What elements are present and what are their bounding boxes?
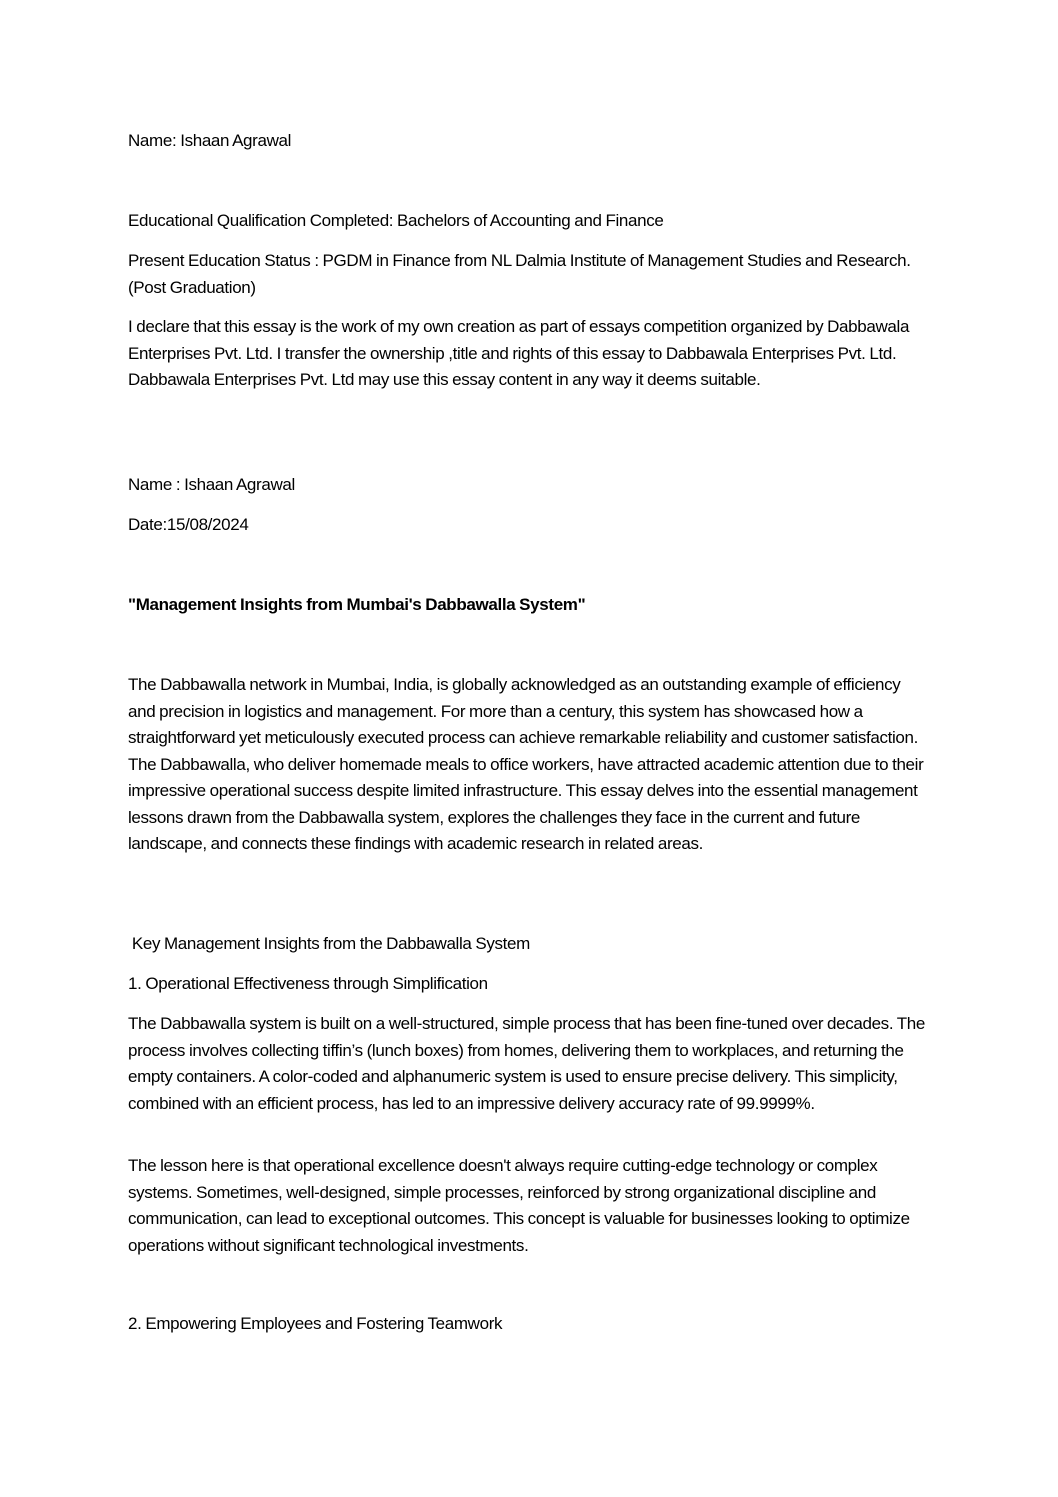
educational-qualification: Educational Qualification Completed: Bachelors of Accounting and Finance	[128, 211, 664, 230]
section-heading: Key Management Insights from the Dabbawalla System	[128, 934, 530, 953]
essay-intro-paragraph: The Dabbawalla network in Mumbai, India, is globally acknowledged as an outstanding example of efficiency and precision in logistics and management. For more than a century, this system has showcased how a straightforward yet meticulously executed process can achieve remarkable reliability and customer satisfaction. The Dabbawalla, who deliver homemade meals to office workers, have attracted academic attention due to their impressive operational success despite limited infrastructure. This essay delves into the essential management lessons drawn from the Dabbawalla system, explores the challenges they face in the current and future landscape, and connects these findings with academic research in related areas.	[128, 675, 924, 853]
point2-heading: 2. Empowering Employees and Fostering Teamwork	[128, 1314, 503, 1333]
point1-heading: 1. Operational Effectiveness through Simplification	[128, 974, 488, 993]
point1-paragraph-1: The Dabbawalla system is built on a well-structured, simple process that has been fine-tuned over decades. The process involves collecting tiffin’s (lunch boxes) from homes, delivering them to workplaces, and returning the empty containers. A color-coded and alphanumeric system is used to ensure precise delivery. This simplicity, combined with an efficient process, has led to an impressive delivery accuracy rate of 99.9999%.	[128, 1014, 926, 1113]
declaration-date: Date:15/08/2024	[128, 515, 249, 534]
signature-name: Name : Ishaan Agrawal	[128, 475, 295, 494]
essay-title: "Management Insights from Mumbai's Dabbawalla System"	[128, 595, 586, 614]
present-education-status: Present Education Status : PGDM in Finance from NL Dalmia Institute of Management Studies and Research.(Post Graduation)	[128, 251, 911, 297]
declaration-paragraph: I declare that this essay is the work of my own creation as part of essays competition organized by Dabbawala Enterprises Pvt. Ltd. I transfer the ownership ,title and rights of this essay to Dabbawala Enterprises Pvt. Ltd. Dabbawala Enterprises Pvt. Ltd may use this essay content in any way it deems suitable.	[128, 317, 910, 389]
applicant-name: Name: Ishaan Agrawal	[128, 131, 292, 150]
point1-paragraph-2: The lesson here is that operational excellence doesn't always require cutting-edge technology or complex systems. Sometimes, well-designed, simple processes, reinforced by strong organizational discipline and communication, can lead to exceptional outcomes. This concept is valuable for businesses looking to optimize operations without significant technological investments.	[128, 1156, 910, 1255]
